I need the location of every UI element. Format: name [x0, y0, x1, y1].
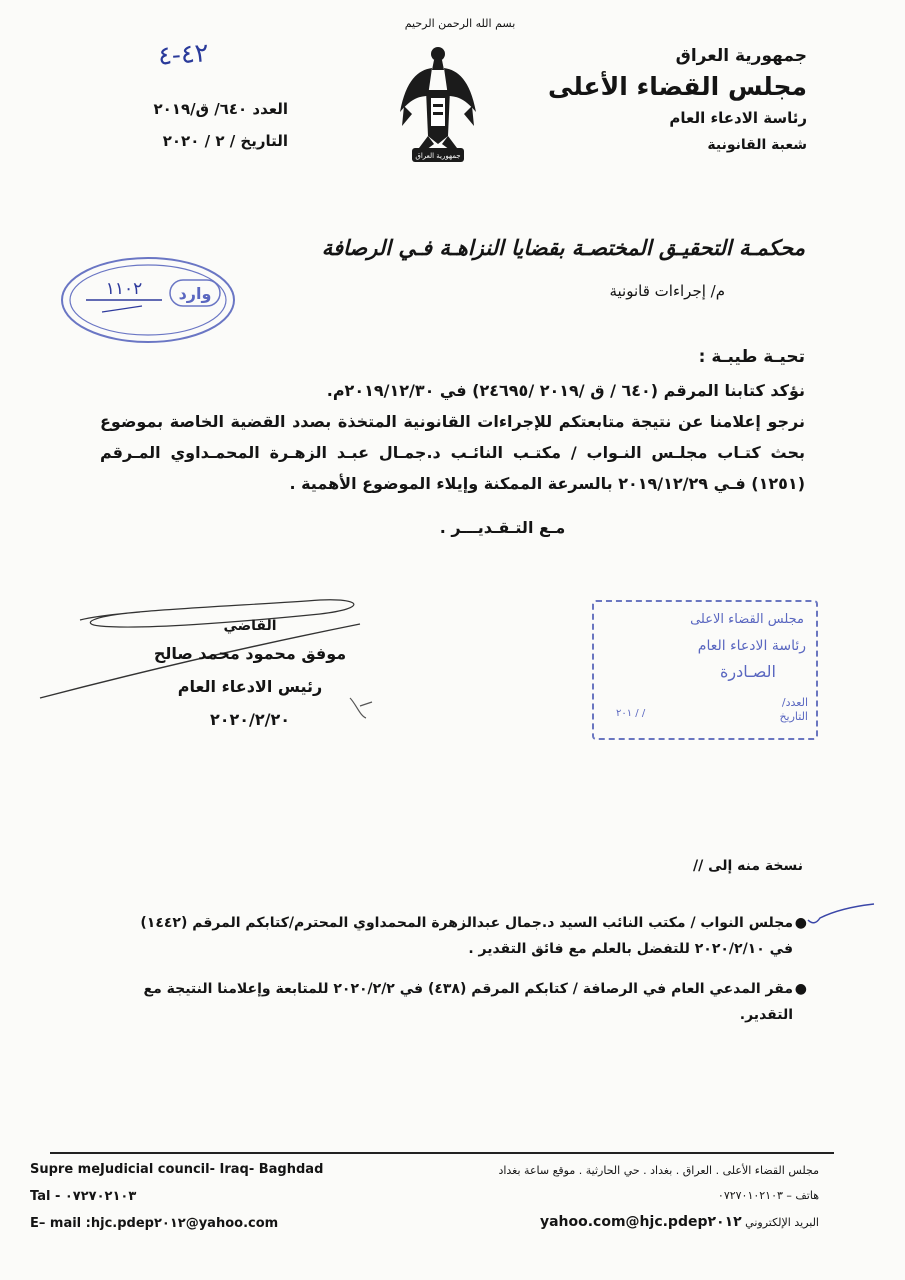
received-label: وارد [178, 284, 212, 303]
handwritten-check-mark [806, 902, 876, 926]
stamp-council: مجلس القضاء الاعلى [690, 612, 804, 627]
addressee-court: محكمـة التحقيـق المختصـة بقضايا النزاهـة فـي الرصافة [321, 236, 805, 260]
footer-email-link[interactable]: hjc.pdep٢٠١٢@yahoo.com [539, 1214, 742, 1230]
signature-block [125, 618, 375, 729]
body-paragraph: نرجو إعلامنا عن نتيجة متابعتكم للإجراءات القانونية المتخذة بصدد القضية الخاصة بموضوع بحث كتـاب مجلـس النـواب / مكتـب النائـب د.جمـال عبـد الزهـرة المحمـداوي المـرقم (١٢٥١) فـي ٢٠١٩/١٢/٢٩ بالسرعة الممكنة وإيلاء الموضوع الأهمية . [100, 412, 805, 493]
received-stamp [58, 254, 238, 346]
copy-recipient-text: مجلس النواب / مكتب النائب السيد د.جمال عبدالزهرة المحمداوي المحترم/كتابكم المرقم (١٤٤٢) في ٢٠٢٠/٢/١٠ للتفضل بالعلم مع فائق التقدير . [140, 915, 793, 957]
council-name: مجلس القضاء الأعلى [548, 72, 807, 101]
stamp-date-fields: ٢٠١ / / [616, 708, 646, 719]
greeting: تحيـة طيبـة : [698, 347, 805, 367]
footer-divider [50, 1152, 834, 1154]
stamp-number-label: العدد/ [781, 696, 808, 709]
closing-regards: مـع التـقـديـــر . [439, 518, 566, 537]
iraq-eagle-emblem [398, 40, 478, 175]
reference-number: العدد ٦٤٠/ ق/٢٠١٩ [153, 100, 288, 118]
body-line-reference: نؤكد كتابنا المرقم (٦٤٠ / ق /٢٠١٩ /٢٤٦٩٥) في ٢٠١٩/١٢/٣٠م. [326, 381, 805, 400]
country-name: جمهورية العراق [675, 46, 807, 66]
signatory-position: رئيس الادعاء العام [177, 677, 323, 696]
footer-tel-en: Tal - ٠٧٢٧٠٢١٠٣ [30, 1189, 137, 1204]
presidency-name: رئاسة الادعاء العام [669, 109, 807, 127]
footer-arabic [498, 1164, 819, 1242]
received-number: ١١٠٢ [105, 279, 143, 299]
footer-address-ar: مجلس القضاء الأعلى . العراق . بغداد . حي الحارثية . موقع ساعة بغداد [498, 1164, 819, 1177]
footer-email-en: E– mail :hjc.pdep٢٠١٢@yahoo.com [30, 1216, 279, 1231]
signatory-title: القاضي [223, 618, 277, 634]
bullet-icon: ● [794, 981, 807, 997]
letterhead-issuer [548, 46, 807, 153]
bullet-icon: ● [794, 915, 807, 931]
copy-recipient-text: مقر المدعي العام في الرصافة / كتابكم المرقم (٤٣٨) في ٢٠٢٠/٢/٢ للمتابعة وإعلامنا النتيجة مع التقدير. [143, 981, 793, 1023]
copies-list [117, 910, 807, 1042]
signatory-name: موفق محمود محمد صالح [153, 644, 347, 663]
outgoing-stamp [592, 600, 818, 740]
stamp-presidency: رئاسة الادعاء العام [697, 638, 806, 654]
footer-email-ar-row [498, 1214, 819, 1230]
basmala: بسم الله الرحمن الرحيم [404, 17, 516, 30]
stamp-outgoing: الصـادرة [720, 662, 776, 681]
emblem-caption: جمهورية العراق [415, 152, 461, 160]
handwritten-note: ٤٢-٤ [157, 38, 210, 72]
reference-block [128, 100, 288, 164]
footer-phone-ar: هاتف – ٠٧٢٧٠١٠٢١٠٣ [717, 1189, 819, 1202]
division-name: شعبة القانونية [707, 137, 807, 153]
footer-email-label: البريد الإلكتروني [745, 1216, 819, 1229]
reference-date: التاريخ / ٢ / ٢٠٢٠ [162, 132, 288, 150]
copies-title: نسخة منه إلى // [692, 858, 803, 874]
letter-body [100, 342, 805, 499]
list-item [117, 976, 807, 1028]
letter-subject: م/ إجراءات قانونية [609, 282, 725, 300]
stamp-date-label: التاريخ [779, 710, 808, 723]
signature-date: ٢٠٢٠/٢/٢٠ [209, 710, 291, 729]
footer-english [30, 1162, 323, 1243]
list-item [117, 910, 807, 962]
footer-council-en: Supre meJudicial council- Iraq- Baghdad [30, 1162, 324, 1177]
